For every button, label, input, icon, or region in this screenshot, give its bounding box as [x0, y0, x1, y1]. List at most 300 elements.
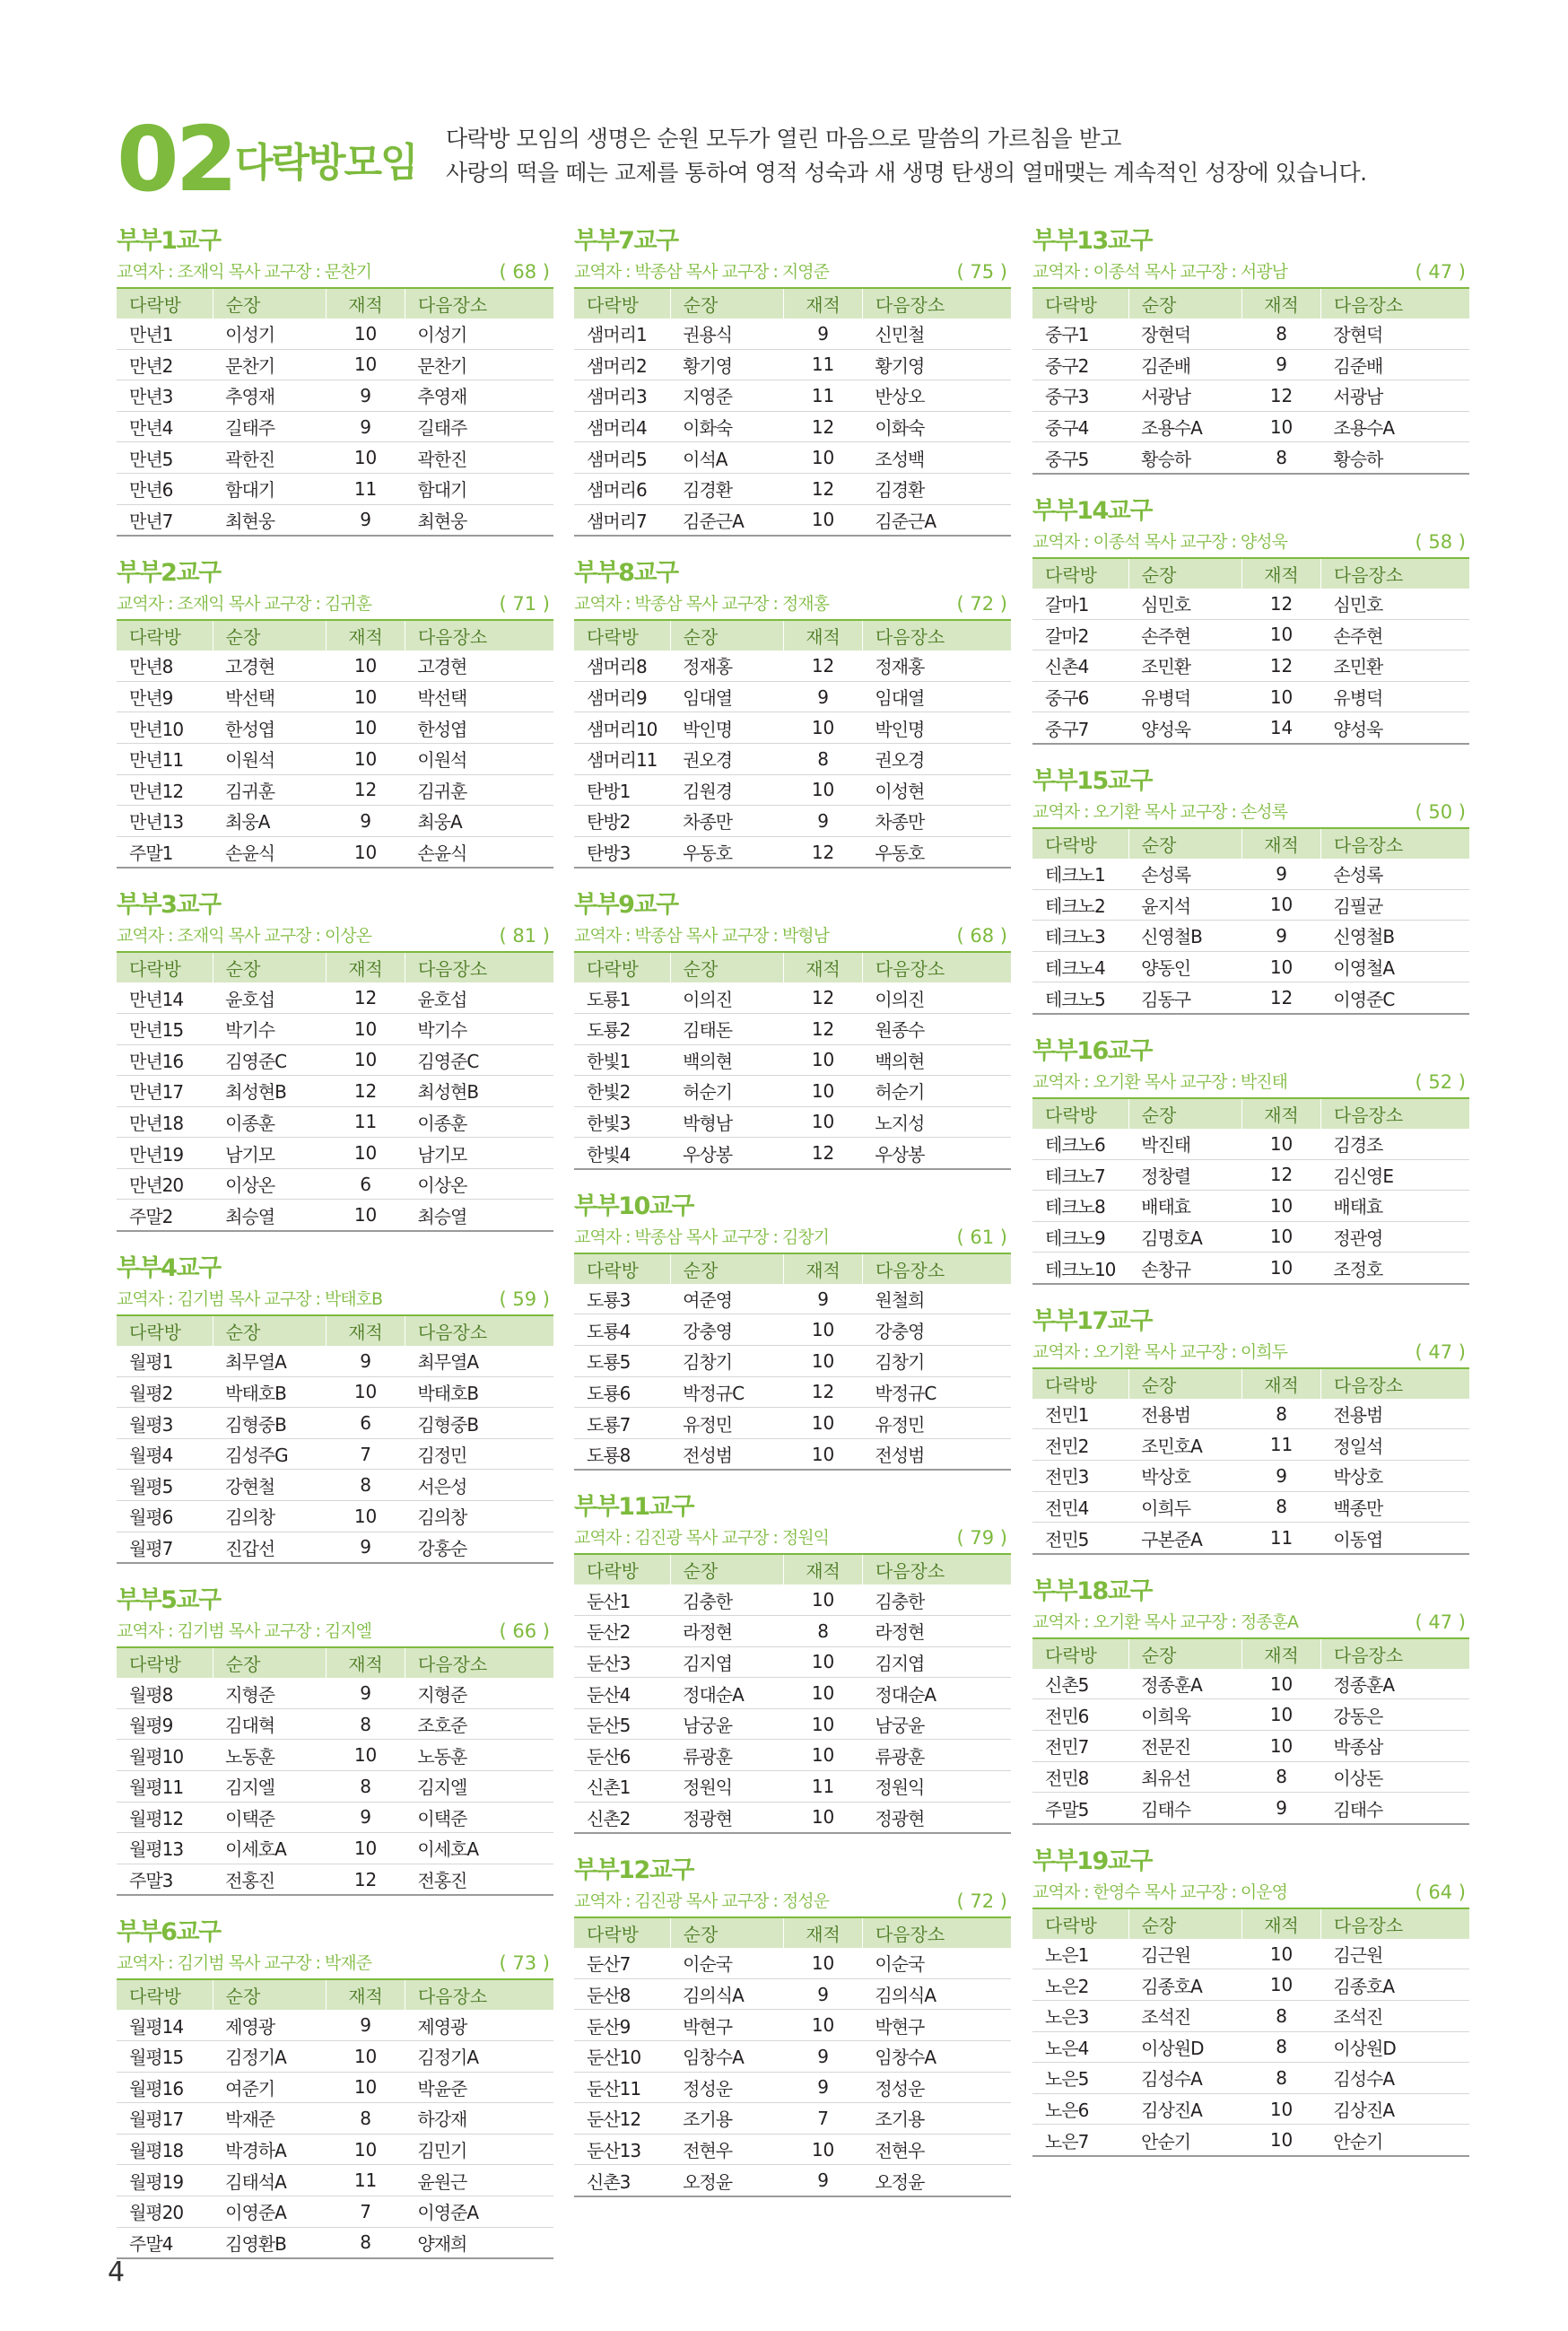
- room-cell: 만년10: [117, 712, 213, 744]
- enrolled-cell: 9: [784, 2072, 863, 2103]
- parish-table: [1032, 1367, 1469, 1555]
- next-place-cell: 권오경: [862, 743, 1011, 774]
- room-cell: 월평1: [117, 1346, 213, 1376]
- parish-member-count: ( 75 ): [956, 261, 1007, 283]
- table-row: [574, 1013, 1011, 1044]
- next-place-cell: 하강재: [405, 2103, 553, 2135]
- table-row: [117, 1346, 553, 1376]
- leader-cell: 전문진: [1128, 1731, 1242, 1762]
- leader-cell: 박형남: [670, 1106, 784, 1138]
- table-row: [1032, 921, 1469, 952]
- leader-cell: 윤호섭: [213, 982, 327, 1013]
- parish-table: [117, 951, 553, 1232]
- enrolled-cell: 12: [784, 411, 863, 442]
- enrolled-cell: 10: [1242, 1191, 1321, 1222]
- enrolled-cell: 12: [784, 473, 863, 504]
- parish-staff-text: 교역자 : 이종석 목사 교구장 : 서광남: [1032, 262, 1287, 282]
- table-row: [1032, 589, 1469, 619]
- enrolled-cell: 8: [1242, 1761, 1321, 1793]
- next-place-cell: 이택준: [405, 1802, 553, 1833]
- table-row: [574, 712, 1011, 744]
- enrolled-cell: 9: [784, 1978, 863, 2010]
- enrolled-cell: 10: [784, 1708, 863, 1740]
- table-row: [574, 2040, 1011, 2072]
- parish-group: [117, 1585, 553, 1896]
- table-header-row: [574, 1917, 1011, 1948]
- room-cell: 월평13: [117, 1833, 213, 1864]
- parish-staff-text: 교역자 : 박종삼 목사 교구장 : 정재홍: [574, 594, 829, 615]
- table-row: [574, 319, 1011, 349]
- enrolled-cell: 10: [784, 1408, 863, 1439]
- room-cell: 만년2: [117, 349, 213, 380]
- enrolled-cell: 11: [327, 473, 405, 504]
- room-cell: 노은1: [1032, 1939, 1128, 1969]
- next-place-cell: 임창수A: [862, 2040, 1011, 2072]
- room-cell: 전민6: [1032, 1699, 1128, 1731]
- room-cell: 만년4: [117, 411, 213, 442]
- next-place-cell: 김종호A: [1320, 1969, 1469, 2001]
- room-cell: 월평7: [117, 1532, 213, 1563]
- next-place-cell: 조용수A: [1320, 411, 1469, 442]
- enrolled-cell: 10: [327, 712, 405, 744]
- leader-cell: 최유선: [1128, 1761, 1242, 1793]
- parish-staff: [1032, 1067, 1469, 1097]
- next-place-cell: 양성욱: [1320, 712, 1469, 744]
- room-cell: 중구1: [1032, 319, 1128, 349]
- enrolled-cell: 9: [1242, 921, 1321, 952]
- enrolled-cell: 8: [1242, 2063, 1321, 2094]
- leader-cell: 권용식: [670, 319, 784, 349]
- header-leader: 순장: [213, 1647, 327, 1678]
- table-row: [117, 1138, 553, 1169]
- parish-staff-text: 교역자 : 오기환 목사 교구장 : 이희두: [1032, 1341, 1287, 1362]
- enrolled-cell: 9: [1242, 1793, 1321, 1824]
- table-row: [1032, 2063, 1469, 2094]
- enrolled-cell: 9: [784, 2165, 863, 2196]
- leader-cell: 곽한진: [213, 442, 327, 474]
- leader-cell: 조민호A: [1128, 1429, 1242, 1461]
- next-place-cell: 허순기: [862, 1076, 1011, 1107]
- enrolled-cell: 8: [327, 1708, 405, 1740]
- page-number: 4: [108, 2257, 126, 2288]
- header-leader: 순장: [670, 288, 784, 319]
- room-cell: 둔산3: [574, 1646, 670, 1678]
- next-place-cell: 이성현: [862, 774, 1011, 806]
- leader-cell: 이세호A: [213, 1833, 327, 1864]
- leader-cell: 김형중B: [213, 1408, 327, 1439]
- parish-group: [1032, 1576, 1469, 1825]
- leader-cell: 문찬기: [213, 349, 327, 380]
- enrolled-cell: 9: [784, 1284, 863, 1314]
- next-place-cell: 김경환: [862, 473, 1011, 504]
- enrolled-cell: 9: [327, 1346, 405, 1376]
- parish-staff: [574, 1222, 1011, 1253]
- enrolled-cell: 8: [1242, 442, 1321, 474]
- room-cell: 만년20: [117, 1168, 213, 1200]
- room-cell: 주말4: [117, 2227, 213, 2258]
- table-row: [117, 2196, 553, 2227]
- leader-cell: 전현우: [670, 2134, 784, 2165]
- room-cell: 신촌4: [1032, 650, 1128, 682]
- table-row: [574, 2103, 1011, 2135]
- parish-table: [574, 1916, 1011, 2197]
- room-cell: 월평18: [117, 2134, 213, 2165]
- enrolled-cell: 10: [327, 1740, 405, 1771]
- leader-cell: 김귀훈: [213, 774, 327, 806]
- table-row: [1032, 411, 1469, 442]
- next-place-cell: 김지엘: [405, 1771, 553, 1803]
- leader-cell: 김성수A: [1128, 2063, 1242, 2094]
- leader-cell: 이택준: [213, 1802, 327, 1833]
- header-next-place: 다음장소: [862, 1554, 1011, 1585]
- room-cell: 신촌1: [574, 1771, 670, 1803]
- room-cell: 테크노9: [1032, 1221, 1128, 1253]
- parish-group: [1032, 496, 1469, 745]
- table-row: [1032, 1731, 1469, 1762]
- enrolled-cell: 11: [327, 2165, 405, 2196]
- enrolled-cell: 9: [327, 1678, 405, 1708]
- enrolled-cell: 9: [327, 380, 405, 412]
- parish-member-count: ( 68 ): [499, 261, 550, 283]
- room-cell: 월평3: [117, 1408, 213, 1439]
- parish-title: 부부4교구: [117, 1254, 221, 1283]
- enrolled-cell: 9: [784, 806, 863, 837]
- leader-cell: 김지엘: [213, 1771, 327, 1803]
- room-cell: 신촌2: [574, 1802, 670, 1833]
- enrolled-cell: 10: [1242, 1221, 1321, 1253]
- next-place-cell: 정종훈A: [1320, 1669, 1469, 1699]
- room-cell: 노은6: [1032, 2093, 1128, 2125]
- room-cell: 만년19: [117, 1138, 213, 1169]
- table-header-row: [1032, 1638, 1469, 1669]
- table-row: [117, 1833, 553, 1864]
- table-row: [574, 2072, 1011, 2103]
- parish-staff: [117, 589, 553, 619]
- room-cell: 노은2: [1032, 1969, 1128, 2001]
- page-header: [117, 107, 1516, 214]
- room-cell: 전민3: [1032, 1461, 1128, 1492]
- next-place-cell: 김영준C: [405, 1044, 553, 1076]
- room-cell: 전민4: [1032, 1491, 1128, 1523]
- parish-title: 부부12교구: [574, 1856, 693, 1885]
- header-room: 다락방: [117, 1647, 213, 1678]
- enrolled-cell: 9: [327, 1802, 405, 1833]
- room-cell: 탄방2: [574, 806, 670, 837]
- header-enrolled: 재적: [327, 1979, 405, 2010]
- table-row: [117, 442, 553, 474]
- table-row: [117, 411, 553, 442]
- room-cell: 테크노7: [1032, 1159, 1128, 1191]
- enrolled-cell: 12: [784, 1013, 863, 1044]
- table-row: [117, 1532, 553, 1563]
- next-place-cell: 김필균: [1320, 889, 1469, 921]
- room-cell: 월평11: [117, 1771, 213, 1803]
- table-row: [574, 836, 1011, 868]
- table-row: [1032, 442, 1469, 474]
- enrolled-cell: 12: [1242, 589, 1321, 619]
- leader-cell: 김영준C: [213, 1044, 327, 1076]
- leader-cell: 서광남: [1128, 380, 1242, 412]
- room-cell: 만년9: [117, 681, 213, 712]
- enrolled-cell: 8: [1242, 319, 1321, 349]
- parish-title: 부부13교구: [1032, 227, 1152, 255]
- header-next-place: 다음장소: [1320, 1368, 1469, 1399]
- parish-staff-text: 교역자 : 오기환 목사 교구장 : 박진태: [1032, 1071, 1287, 1092]
- leader-cell: 여준기: [213, 2072, 327, 2103]
- next-place-cell: 우상봉: [862, 1138, 1011, 1169]
- header-leader: 순장: [1128, 828, 1242, 859]
- header-room: 다락방: [117, 288, 213, 319]
- leader-cell: 유정민: [670, 1408, 784, 1439]
- room-cell: 월평12: [117, 1802, 213, 1833]
- leader-cell: 최현웅: [213, 504, 327, 536]
- leader-cell: 이종훈: [213, 1106, 327, 1138]
- enrolled-cell: 10: [327, 1013, 405, 1044]
- room-cell: 만년3: [117, 380, 213, 412]
- description-line-1: 다락방 모임의 생명은 순원 모두가 열린 마음으로 말씀의 가르침을 받고: [446, 126, 1121, 152]
- parish-staff: [117, 1616, 553, 1646]
- table-row: [117, 2134, 553, 2165]
- table-row: [1032, 2031, 1469, 2063]
- parish-member-count: ( 68 ): [956, 925, 1007, 947]
- enrolled-cell: 11: [784, 1771, 863, 1803]
- next-place-cell: 신영철B: [1320, 921, 1469, 952]
- leader-cell: 최승열: [213, 1200, 327, 1231]
- header-room: 다락방: [117, 620, 213, 650]
- parish-title: 부부9교구: [574, 891, 678, 920]
- table-row: [1032, 1253, 1469, 1284]
- leader-cell: 박재준: [213, 2103, 327, 2135]
- room-cell: 만년5: [117, 442, 213, 474]
- table-row: [1032, 2093, 1469, 2125]
- enrolled-cell: 12: [327, 774, 405, 806]
- header-room: 다락방: [1032, 558, 1128, 589]
- enrolled-cell: 11: [1242, 1523, 1321, 1554]
- next-place-cell: 박종삼: [1320, 1731, 1469, 1762]
- room-cell: 한빛2: [574, 1076, 670, 1107]
- header-enrolled: 재적: [327, 288, 405, 319]
- next-place-cell: 김준근A: [862, 504, 1011, 536]
- room-cell: 둔산10: [574, 2040, 670, 2072]
- table-header-row: [117, 1315, 553, 1346]
- table-row: [1032, 349, 1469, 380]
- room-cell: 월평10: [117, 1740, 213, 1771]
- enrolled-cell: 10: [1242, 1129, 1321, 1159]
- leader-cell: 양성욱: [1128, 712, 1242, 744]
- next-place-cell: 황승하: [1320, 442, 1469, 474]
- next-place-cell: 이상원D: [1320, 2031, 1469, 2063]
- parish-table: [117, 1646, 553, 1896]
- room-cell: 테크노8: [1032, 1191, 1128, 1222]
- next-place-cell: 강충영: [862, 1314, 1011, 1346]
- room-cell: 전민1: [1032, 1399, 1128, 1429]
- room-cell: 만년15: [117, 1013, 213, 1044]
- next-place-cell: 안순기: [1320, 2125, 1469, 2156]
- leader-cell: 김태돈: [670, 1013, 784, 1044]
- header-room: 다락방: [574, 1917, 670, 1948]
- leader-cell: 윤지석: [1128, 889, 1242, 921]
- parish-staff-text: 교역자 : 김기범 목사 교구장 : 김지엘: [117, 1621, 371, 1642]
- header-room: 다락방: [117, 1315, 213, 1346]
- enrolled-cell: 11: [327, 1106, 405, 1138]
- next-place-cell: 이종훈: [405, 1106, 553, 1138]
- leader-cell: 우동호: [670, 836, 784, 868]
- next-place-cell: 김충한: [862, 1585, 1011, 1615]
- next-place-cell: 한성엽: [405, 712, 553, 744]
- next-place-cell: 박윤준: [405, 2072, 553, 2103]
- enrolled-cell: 8: [327, 2227, 405, 2258]
- header-enrolled: 재적: [327, 952, 405, 982]
- parish-staff: [117, 257, 553, 287]
- parish-table: [1032, 287, 1469, 475]
- next-place-cell: 박선택: [405, 681, 553, 712]
- room-cell: 월평16: [117, 2072, 213, 2103]
- enrolled-cell: 9: [1242, 349, 1321, 380]
- parish-group: [574, 1855, 1011, 2197]
- room-cell: 한빛3: [574, 1106, 670, 1138]
- table-row: [117, 1501, 553, 1532]
- leader-cell: 박태호B: [213, 1376, 327, 1408]
- enrolled-cell: 10: [784, 1948, 863, 1978]
- next-place-cell: 전홍진: [405, 1864, 553, 1895]
- parish-table: [1032, 1908, 1469, 2157]
- table-row: [574, 1284, 1011, 1314]
- leader-cell: 이석A: [670, 442, 784, 474]
- leader-cell: 여준영: [670, 1284, 784, 1314]
- table-row: [117, 1438, 553, 1470]
- parish-table: [574, 287, 1011, 537]
- parish-group: [1032, 1036, 1469, 1285]
- table-row: [574, 1616, 1011, 1647]
- header-enrolled: 재적: [1242, 1368, 1321, 1399]
- room-cell: 중구3: [1032, 380, 1128, 412]
- room-cell: 샘머리9: [574, 681, 670, 712]
- enrolled-cell: 10: [1242, 1969, 1321, 2001]
- table-row: [117, 349, 553, 380]
- parish-member-count: ( 72 ): [956, 1890, 1007, 1913]
- table-row: [117, 681, 553, 712]
- parish-staff-text: 교역자 : 조재익 목사 교구장 : 이상온: [117, 926, 371, 947]
- parish-group: [574, 1192, 1011, 1471]
- parish-title: 부부1교구: [117, 227, 221, 255]
- parish-title: 부부6교구: [117, 1918, 221, 1947]
- enrolled-cell: 8: [784, 1616, 863, 1647]
- enrolled-cell: 12: [327, 982, 405, 1013]
- next-place-cell: 서광남: [1320, 380, 1469, 412]
- table-row: [117, 2227, 553, 2258]
- room-cell: 테크노10: [1032, 1253, 1128, 1284]
- header-next-place: 다음장소: [862, 952, 1011, 982]
- next-place-cell: 박기수: [405, 1013, 553, 1044]
- table-row: [574, 1138, 1011, 1169]
- next-place-cell: 박태호B: [405, 1376, 553, 1408]
- enrolled-cell: 8: [1242, 1399, 1321, 1429]
- room-cell: 월평5: [117, 1470, 213, 1501]
- next-place-cell: 윤호섭: [405, 982, 553, 1013]
- table-row: [1032, 1491, 1469, 1523]
- parish-table: [117, 287, 553, 537]
- header-enrolled: 재적: [784, 620, 863, 650]
- leader-cell: 허순기: [670, 1076, 784, 1107]
- enrolled-cell: 11: [784, 349, 863, 380]
- header-enrolled: 재적: [784, 952, 863, 982]
- room-cell: 노은7: [1032, 2125, 1128, 2156]
- table-row: [117, 743, 553, 774]
- column-2: [574, 226, 1011, 2219]
- next-place-cell: 문찬기: [405, 349, 553, 380]
- header-enrolled: 재적: [1242, 288, 1321, 319]
- leader-cell: 김명호A: [1128, 1221, 1242, 1253]
- leader-cell: 유병덕: [1128, 681, 1242, 712]
- leader-cell: 심민호: [1128, 589, 1242, 619]
- enrolled-cell: 8: [327, 2103, 405, 2135]
- table-row: [574, 2165, 1011, 2196]
- next-place-cell: 백종만: [1320, 1491, 1469, 1523]
- room-cell: 샘머리5: [574, 442, 670, 474]
- enrolled-cell: 9: [784, 319, 863, 349]
- table-row: [1032, 712, 1469, 744]
- parish-staff: [1032, 1337, 1469, 1367]
- table-row: [574, 1314, 1011, 1346]
- header-leader: 순장: [670, 1253, 784, 1284]
- next-place-cell: 양재희: [405, 2227, 553, 2258]
- parish-table: [574, 1253, 1011, 1471]
- header-enrolled: 재적: [784, 1554, 863, 1585]
- leader-cell: 박현구: [670, 2010, 784, 2041]
- table-row: [574, 1346, 1011, 1377]
- leader-cell: 이화숙: [670, 411, 784, 442]
- parish-member-count: ( 73 ): [499, 1952, 550, 1975]
- parish-staff-text: 교역자 : 오기환 목사 교구장 : 정종훈A: [1032, 1611, 1298, 1632]
- table-row: [117, 2072, 553, 2103]
- next-place-cell: 정재홍: [862, 650, 1011, 681]
- table-header-row: [574, 288, 1011, 319]
- header-leader: 순장: [670, 952, 784, 982]
- next-place-cell: 라정현: [862, 1616, 1011, 1647]
- room-cell: 도룡8: [574, 1438, 670, 1470]
- leader-cell: 정광현: [670, 1802, 784, 1833]
- leader-cell: 김동구: [1128, 982, 1242, 1014]
- room-cell: 만년11: [117, 743, 213, 774]
- header-enrolled: 재적: [1242, 1098, 1321, 1129]
- parish-member-count: ( 47 ): [1415, 1340, 1466, 1363]
- header-leader: 순장: [213, 288, 327, 319]
- parish-member-count: ( 47 ): [1415, 1611, 1466, 1633]
- header-leader: 순장: [1128, 288, 1242, 319]
- parish-table: [1032, 1097, 1469, 1285]
- table-row: [117, 836, 553, 868]
- next-place-cell: 김준배: [1320, 349, 1469, 380]
- enrolled-cell: 10: [784, 1802, 863, 1833]
- enrolled-cell: 10: [784, 1346, 863, 1377]
- leader-cell: 조기용: [670, 2103, 784, 2135]
- enrolled-cell: 8: [784, 743, 863, 774]
- enrolled-cell: 12: [1242, 1159, 1321, 1191]
- enrolled-cell: 10: [327, 442, 405, 474]
- next-place-cell: 남궁윤: [862, 1708, 1011, 1740]
- leader-cell: 정원익: [670, 1771, 784, 1803]
- leader-cell: 최무열A: [213, 1346, 327, 1376]
- parish-title: 부부19교구: [1032, 1846, 1152, 1875]
- header-leader: 순장: [1128, 1098, 1242, 1129]
- leader-cell: 제영광: [213, 2010, 327, 2040]
- room-cell: 둔산1: [574, 1585, 670, 1615]
- enrolled-cell: 12: [784, 836, 863, 868]
- leader-cell: 김준배: [1128, 349, 1242, 380]
- table-row: [1032, 1399, 1469, 1429]
- leader-cell: 김충한: [670, 1585, 784, 1615]
- leader-cell: 김지엽: [670, 1646, 784, 1678]
